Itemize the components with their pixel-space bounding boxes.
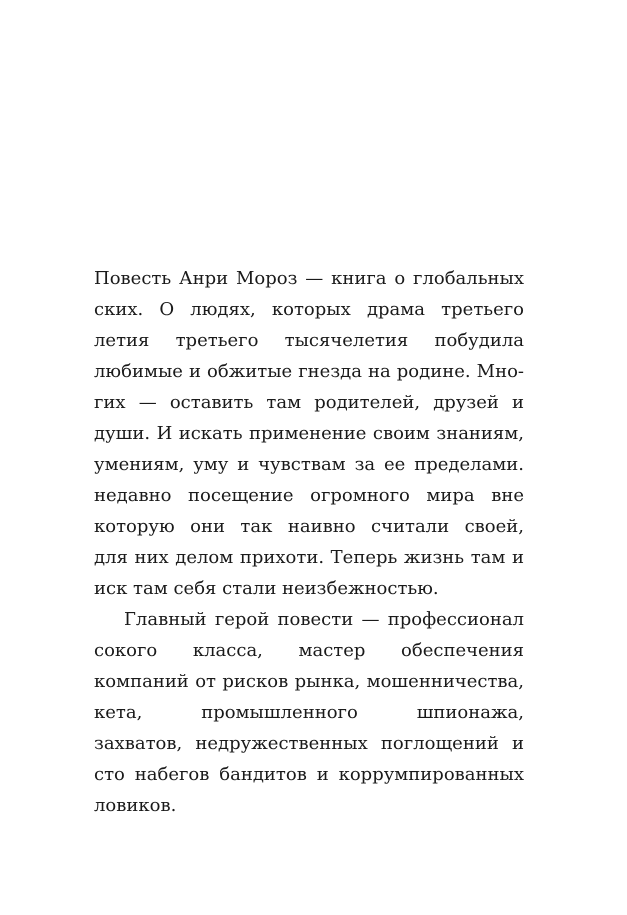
text-line: которую они так наивно считали своей, [94,516,524,537]
paragraph-1 [94,263,524,604]
text-line: иск там себя стали неизбежностью. [94,578,439,599]
text-line: для них делом прихоти. Теперь жизнь там и [94,547,524,568]
text-line: умениям, уму и чувствам за ее пределами. [94,454,524,475]
paragraph-2 [94,604,524,821]
text-line: недавно посещение огромного мира вне [94,485,524,506]
text-line: компаний от рисков рынка, мошенничества, [94,671,524,692]
text-line: захватов, недружественных поглощений и [94,733,524,754]
text-line: Повесть Анри Мороз — книга о глобальных [94,268,524,289]
book-annotation [94,263,524,821]
text-line: сокого класса, мастер обеспечения [94,640,524,661]
text-line: гих — оставить там родителей, друзей и [94,392,524,413]
text-line: кета, промышленного шпионажа, [94,702,524,723]
text-line: летия третьего тысячелетия побудила [94,330,524,351]
text-line: ских. О людях, которых драма третьего [94,299,524,320]
text-line: души. И искать применение своим знаниям, [94,423,524,444]
text-line: Главный герой повести — профессионал [124,609,524,630]
text-line: сто набегов бандитов и коррумпированных [94,764,524,785]
text-line: любимые и обжитые гнезда на родине. Мно- [94,361,524,382]
text-line: ловиков. [94,795,177,816]
